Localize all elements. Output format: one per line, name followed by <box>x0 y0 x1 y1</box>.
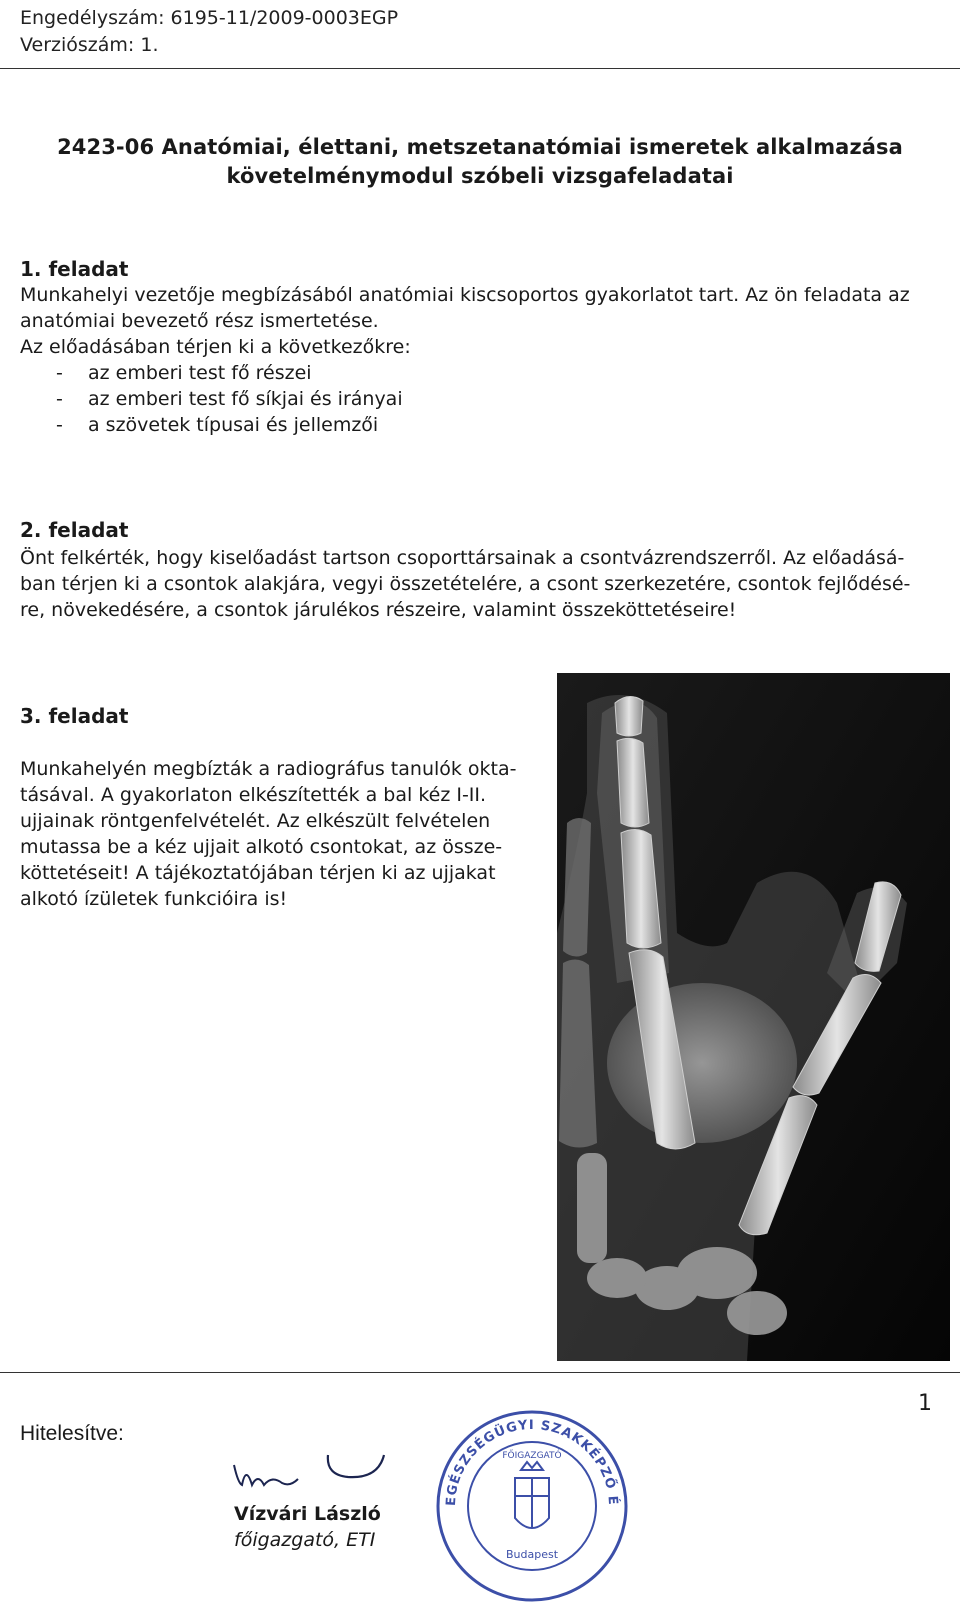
task3-text-line: ujjainak röntgenfelvételét. Az elkészült felvételen <box>20 810 491 832</box>
list-item: - a szövetek típusai és jellemzői <box>56 414 379 436</box>
task1-list <box>20 360 720 438</box>
signature-image <box>228 1445 408 1500</box>
xray-illustration <box>557 673 950 1361</box>
signer-name: Vízvári László <box>234 1503 381 1525</box>
hand-xray-image <box>557 673 950 1361</box>
signature-scribble <box>228 1445 408 1500</box>
document-title-line1: 2423-06 Anatómiai, élettani, metszetanatómiai ismeretek alkalmazása <box>57 135 903 159</box>
license-number: Engedélyszám: 6195-11/2009-0003EGP <box>20 7 399 29</box>
task1-heading: 1. feladat <box>20 257 129 281</box>
task2-heading: 2. feladat <box>20 518 129 542</box>
svg-text:EGÉSZSÉGÜGYI SZAKKÉPZŐ ÉS TOVÁ: EGÉSZSÉGÜGYI SZAKKÉPZŐ É <box>443 1417 621 1507</box>
task3-text-line: köttetéseit! A tájékoztatójában térjen ki az ujjakat <box>20 862 496 884</box>
svg-text:FŐIGAZGATÓ: FŐIGAZGATÓ <box>502 1451 562 1461</box>
task3-text-line: Munkahelyén megbízták a radiográfus tanulók okta- <box>20 758 517 780</box>
list-item: - az emberi test fő síkjai és irányai <box>56 388 403 410</box>
task2-text-line1: Önt felkérték, hogy kiselőadást tartson csoporttársainak a csontvázrendszerről. Az előadásá- <box>20 547 905 569</box>
footer-divider <box>0 1372 960 1373</box>
official-stamp <box>433 1408 631 1604</box>
task3-text <box>20 756 542 912</box>
authenticated-label: Hitelesítve: <box>20 1422 124 1445</box>
list-item: - az emberi test fő részei <box>56 362 312 384</box>
task2-text-line2: ban térjen ki a csontok alakjára, vegyi összetételére, a csont szerkezetére, csontok fejlődésé- <box>20 573 911 595</box>
task1-text-line1: Munkahelyi vezetője megbízásából anatómiai kiscsoportos gyakorlatot tart. Az ön feladata az <box>20 284 910 306</box>
signer-title: főigazgató, ETI <box>234 1529 376 1551</box>
task2-text-line3: re, növekedésére, a csontok járulékos részeire, valamint összeköttetéseire! <box>20 599 737 621</box>
task3-heading: 3. feladat <box>20 704 129 728</box>
version-number: Verziószám: 1. <box>20 34 159 56</box>
page-number: 1 <box>918 1391 932 1416</box>
header-divider <box>0 68 960 69</box>
svg-text:Budapest: Budapest <box>505 1548 559 1561</box>
task1-text-line2: anatómiai bevezető rész ismertetése. <box>20 310 379 332</box>
task3-text-line: tásával. A gyakorlaton elkészítették a bal kéz I-II. <box>20 784 487 806</box>
document-title-line2: követelménymodul szóbeli vizsgafeladatai <box>226 164 734 188</box>
stamp-seal <box>433 1408 631 1604</box>
task3-text-line: alkotó ízületek funkcióira is! <box>20 888 288 910</box>
task1-text-line3: Az előadásában térjen ki a következőkre: <box>20 336 411 358</box>
task3-text-line: mutassa be a kéz ujjait alkotó csontokat, az össze- <box>20 836 503 858</box>
